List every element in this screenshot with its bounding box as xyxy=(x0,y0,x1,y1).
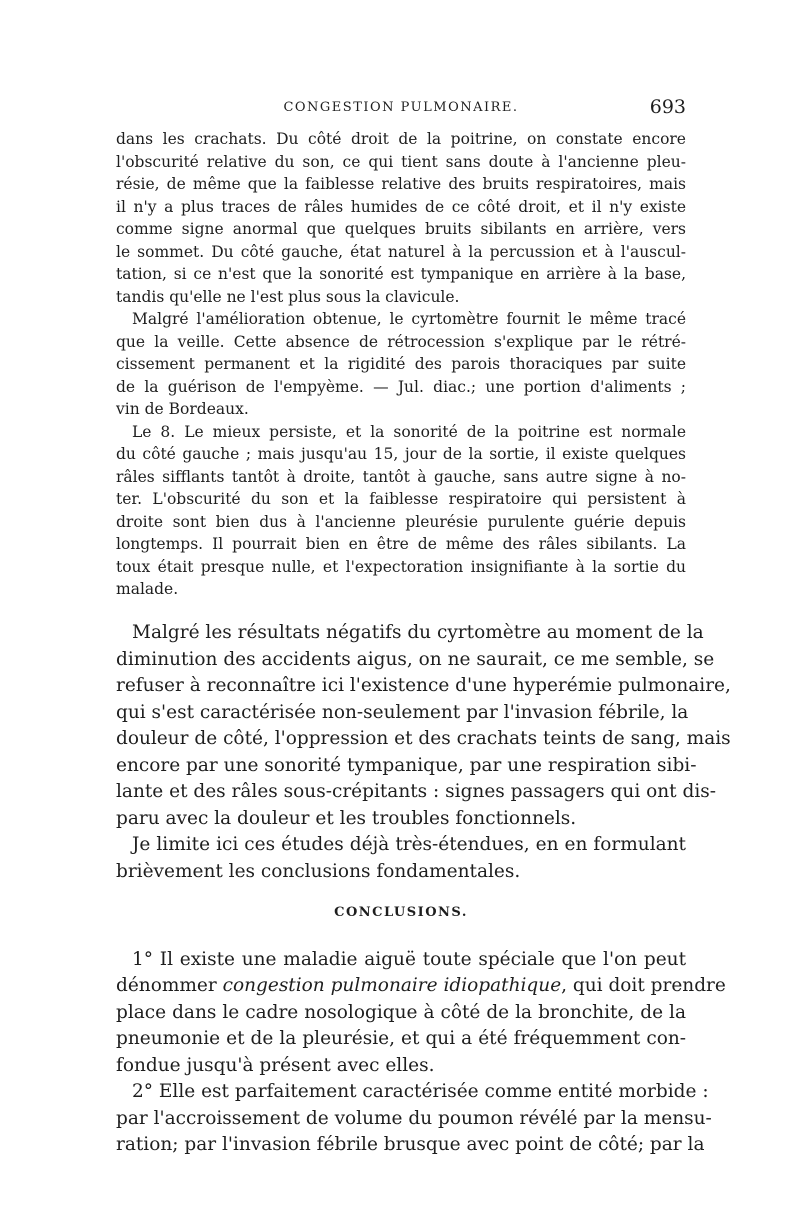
text-line: lante et des râles sous-crépitants : signes passagers qui ont dis- xyxy=(116,781,716,802)
commentary-text xyxy=(116,620,731,1159)
page-number: 693 xyxy=(649,96,686,118)
text-line: malade. xyxy=(116,580,179,598)
text-line: place dans le cadre nosologique à côté de la bronchite, de la xyxy=(116,1001,686,1023)
text-line: cissement permanent et la rigidité des parois thoraciques par suite xyxy=(116,355,686,373)
text-line: par l'accroissement de volume du poumon révélé par la mensu- xyxy=(116,1107,712,1129)
text-line: l'obscurité relative du son, ce qui tient sans doute à l'ancienne pleu- xyxy=(116,152,686,171)
text-line: vin de Bordeaux. xyxy=(116,400,249,418)
text-line: douleur de côté, l'oppression et des crachats teints de sang, mais xyxy=(116,728,731,749)
text-fragment: dénommer xyxy=(116,975,223,996)
text-line: Je limite ici ces études déjà très-étendues, en en formulant xyxy=(132,834,686,855)
text-line: que la veille. Cette absence de rétrocession s'explique par le rétré- xyxy=(116,332,686,351)
text-line: dans les crachats. Du côté droit de la poitrine, on constate encore xyxy=(116,130,686,148)
text-line: ter. L'obscurité du son et la faiblesse respiratoire qui persistent à xyxy=(116,490,686,508)
text-line xyxy=(116,973,726,1000)
running-head: CONGESTION PULMONAIRE. xyxy=(283,100,519,115)
text-line: qui s'est caractérisée non-seulement par l'invasion fébrile, la xyxy=(116,701,689,723)
text-line: Malgré les résultats négatifs du cyrtomètre au moment de la xyxy=(132,622,704,643)
text-line: encore par une sonorité tympanique, par une respiration sibi- xyxy=(116,754,697,776)
text-line: de la guérison de l'empyème. — Jul. diac.; une portion d'aliments ; xyxy=(116,377,686,396)
section-heading: CONCLUSIONS. xyxy=(334,905,468,920)
italic-term: congestion pulmonaire idiopathique xyxy=(222,975,562,996)
text-line: pneumonie et de la pleurésie, et qui a été fréquemment con- xyxy=(116,1028,686,1049)
text-line: brièvement les conclusions fondamentales. xyxy=(116,860,521,882)
text-line: comme signe anormal que quelques bruits sibilants en arrière, vers xyxy=(116,220,686,238)
page-header xyxy=(116,96,686,120)
text-line: droite sont bien dus à l'ancienne pleurésie purulente guérie depuis xyxy=(116,512,686,531)
text-line: longtemps. Il pourrait bien en être de même des râles sibilants. La xyxy=(116,535,686,553)
text-line: Le 8. Le mieux persiste, et la sonorité de la poitrine est normale xyxy=(132,422,686,441)
text-line: refuser à reconnaître ici l'existence d'une hyperémie pulmonaire, xyxy=(116,675,731,696)
text-line: paru avec la douleur et les troubles fonctionnels. xyxy=(116,807,577,829)
case-notes-text xyxy=(116,128,686,601)
text-line: résie, de même que la faiblesse relative des bruits respiratoires, mais xyxy=(116,175,686,193)
text-line: ration; par l'invasion fébrile brusque avec point de côté; par la xyxy=(116,1134,705,1155)
text-line: toux était presque nulle, et l'expectoration insignifiante à la sortie du xyxy=(116,557,686,576)
text-line: râles sifflants tantôt à droite, tantôt à gauche, sans autre signe à no- xyxy=(116,467,686,486)
text-line: fondue jusqu'à présent avec elles. xyxy=(116,1054,435,1076)
text-line: Malgré l'amélioration obtenue, le cyrtomètre fournit le même tracé xyxy=(132,310,686,328)
text-line: le sommet. Du côté gauche, état naturel à la percussion et à l'auscul- xyxy=(116,242,686,261)
text-line: du côté gauche ; mais jusqu'au 15, jour de la sortie, il existe quelques xyxy=(116,445,686,463)
text-line: tandis qu'elle ne l'est plus sous la clavicule. xyxy=(116,287,460,306)
text-fragment: , qui doit prendre xyxy=(561,975,726,996)
text-line: diminution des accidents aigus, on ne saurait, ce me semble, se xyxy=(116,648,715,670)
text-line: 2° Elle est parfaitement caractérisée comme entité morbide : xyxy=(132,1081,709,1102)
text-line: 1° Il existe une maladie aiguë toute spéciale que l'on peut xyxy=(132,948,686,970)
text-line: tation, si ce n'est que la sonorité est tympanique en arrière à la base, xyxy=(116,265,686,283)
text-line: il n'y a plus traces de râles humides de ce côté droit, et il n'y existe xyxy=(116,197,686,216)
